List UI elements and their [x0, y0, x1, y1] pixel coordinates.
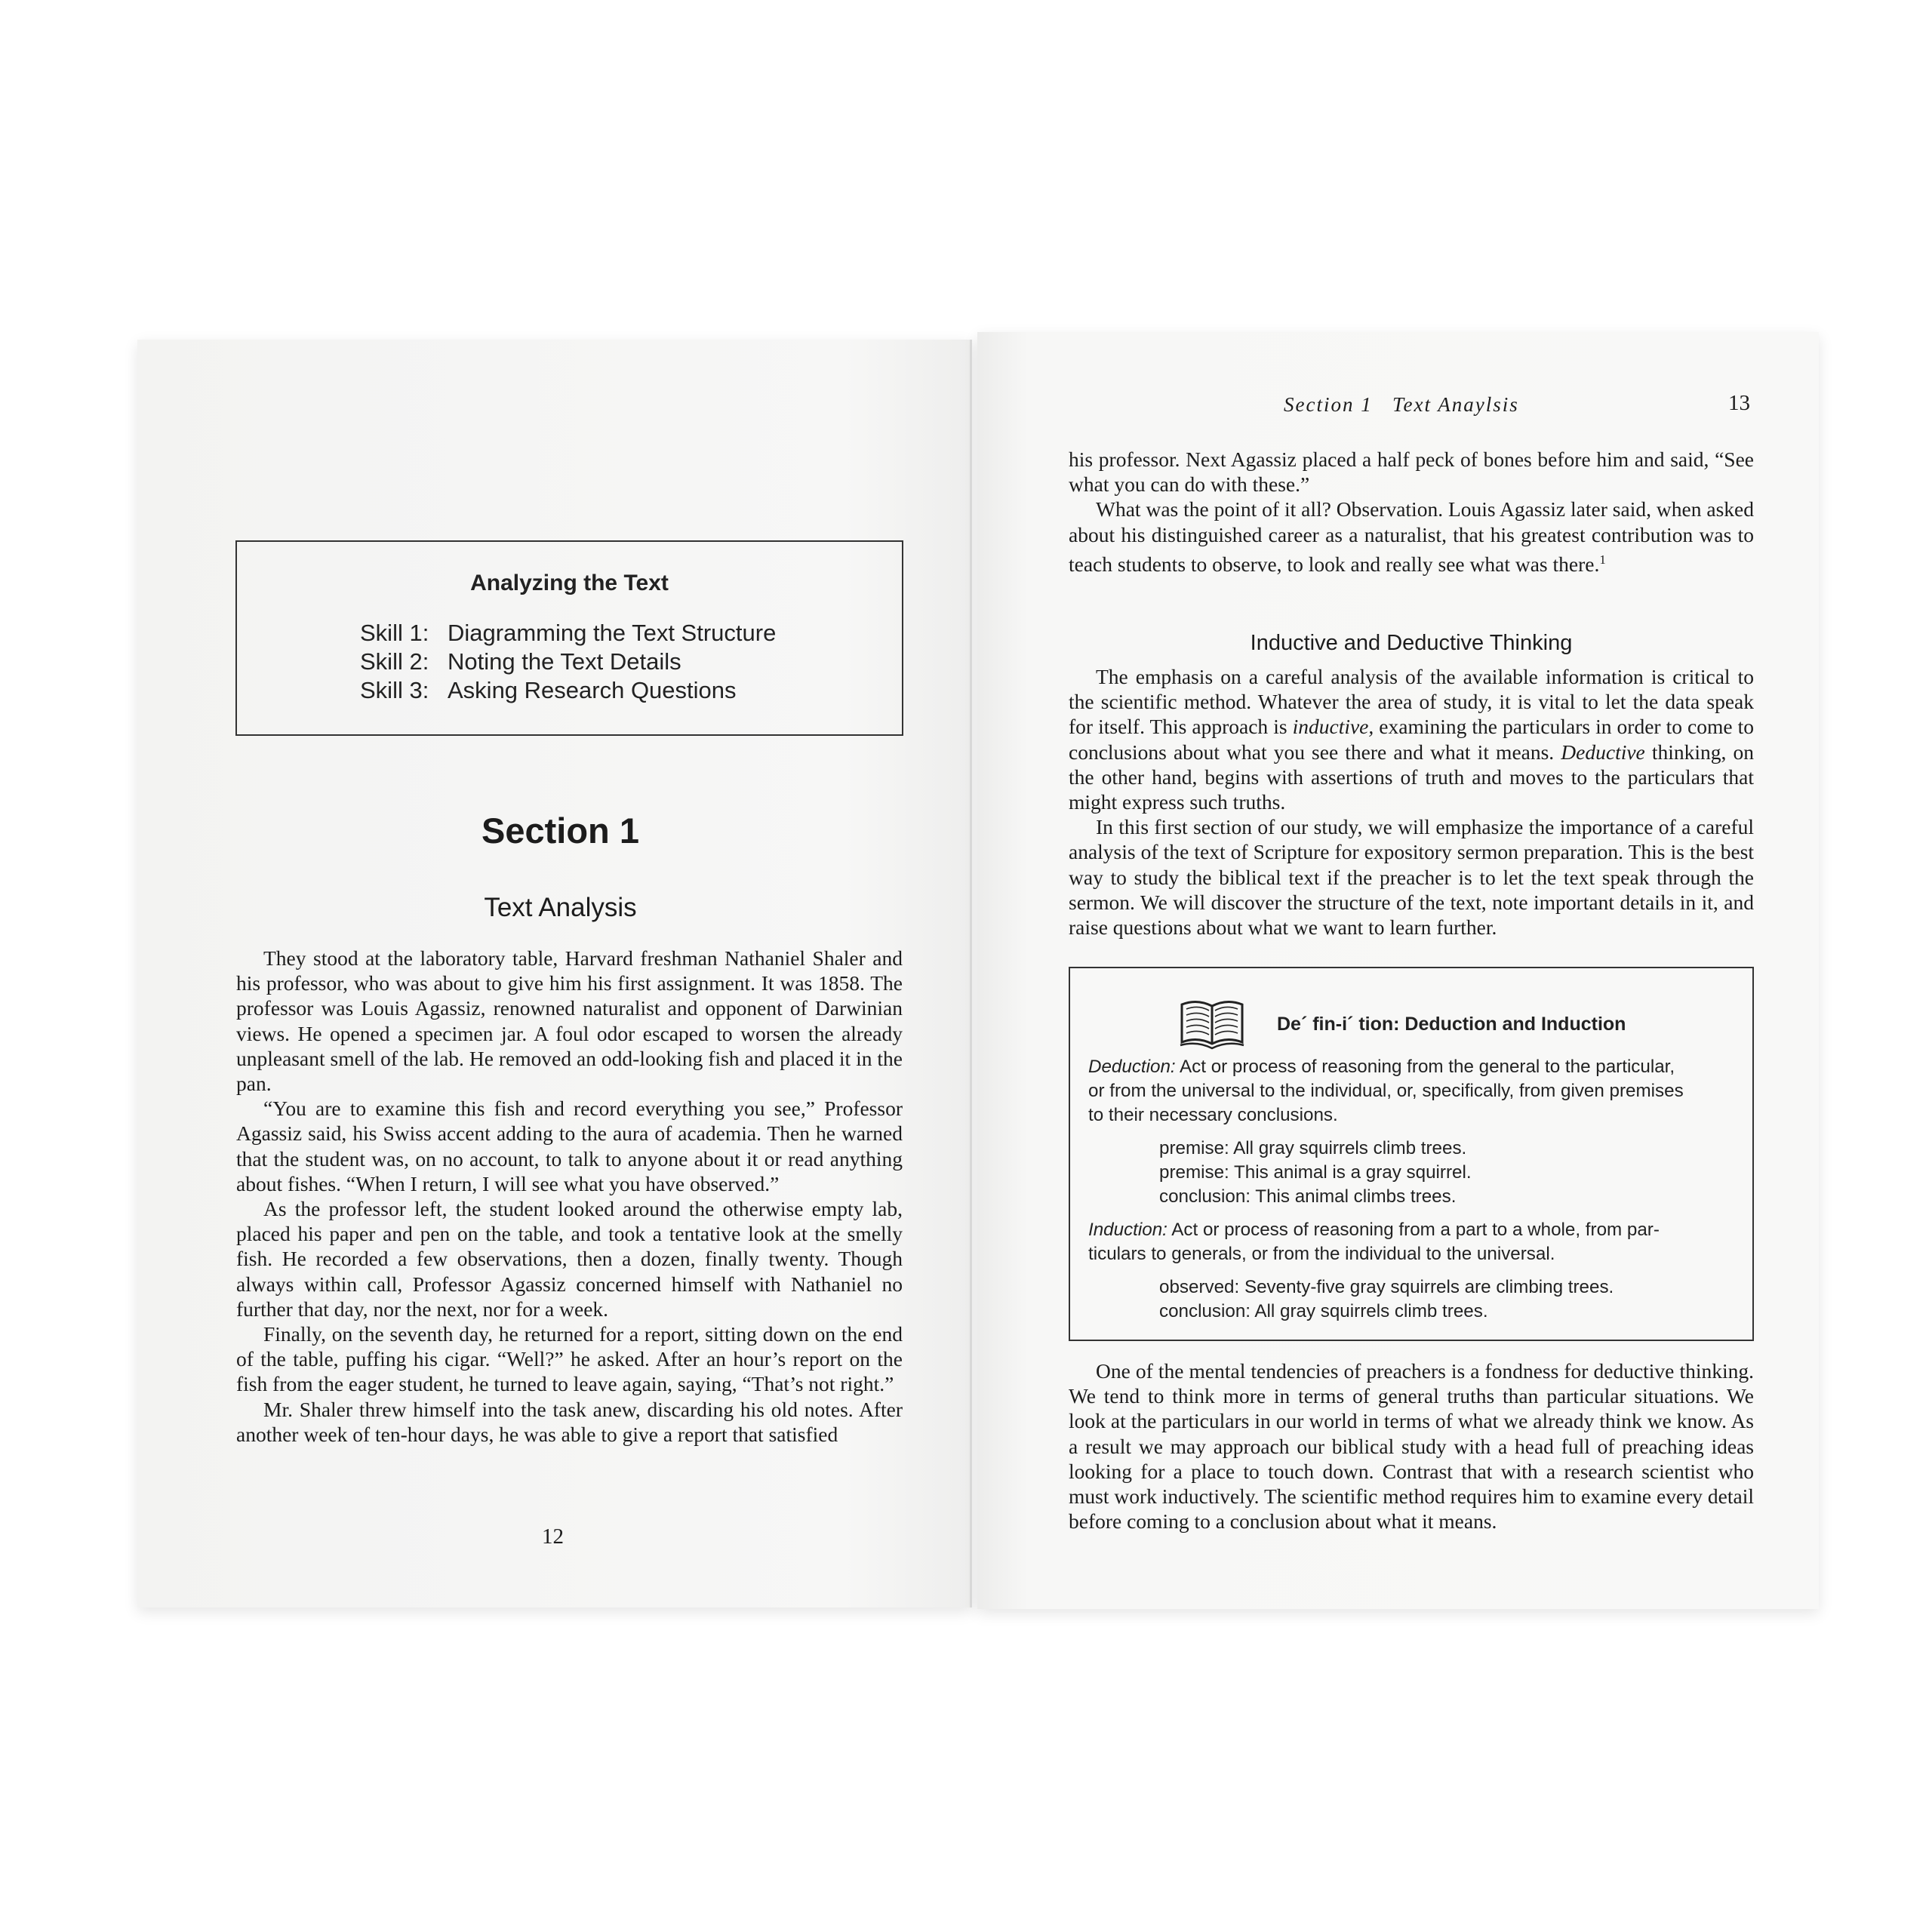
paragraph: Mr. Shaler threw himself into the task anew, discarding his old notes. After another week of ten-hour days, he was able to give a report that satisfied	[236, 1397, 903, 1446]
footnote-ref: 1	[1599, 552, 1606, 567]
text-run: The emphasis on a careful analysis of the available information is critical to the scientific method. Whatever the area of study, it is vital to let the data speak for itself. This approach is	[1069, 665, 1754, 739]
left-body-text	[236, 946, 903, 1447]
definition-box	[1069, 967, 1754, 1341]
skills-box-title: Analyzing the Text	[470, 571, 669, 595]
paragraph	[1069, 664, 1754, 814]
paragraph	[1069, 497, 1754, 577]
skills-box	[235, 540, 903, 736]
definition-text: Act or process of reasoning from the general to the particular,	[1175, 1057, 1675, 1077]
skill-number: Skill 3:	[360, 677, 429, 703]
definition-text: or from the universal to the individual, or, specifically, from given premises	[1088, 1081, 1684, 1101]
paragraph: One of the mental tendencies of preachers is a fondness for deductive thinking. We tend to think more in terms of general truths than particular situations. We look at the particulars in our world in terms of what we already think we know. As a result we may approach our biblical study with a head full of preaching ideas looking for a place to touch down. Contrast that with a research scientist who must work inductively. The scientific method requires him to examine every detail before coming to a conclusion about what it means.	[1069, 1359, 1755, 1534]
paragraph: Finally, on the seventh day, he returned for a report, sitting down on the end of the table, puffing his cigar. “Well?” he asked. After an hour’s report on the fish from the eager student, he turned to leave again, saying, “That’s not right.”	[236, 1322, 903, 1396]
example-line: observed: Seventy-five gray squirrels are climbing trees.	[1159, 1277, 1614, 1297]
example-line: conclusion: This animal climbs trees.	[1159, 1186, 1457, 1207]
paragraph: his professor. Next Agassiz placed a half peck of bones before him and said, “See what you can do with these.”	[1069, 448, 1754, 497]
closing-text	[1069, 1358, 1754, 1534]
paragraph: As the professor left, the student looked around the otherwise empty lab, placed his paper and pen on the table, and took a tentative look at the smelly fish. He recorded a few observations, then a dozen, finally twenty. Though always within call, Professor Agassiz concerned himself with Nathaniel no further that day, nor the next, nor for a week.	[236, 1197, 903, 1321]
skill-label: Asking Research Questions	[448, 677, 737, 703]
example-line: conclusion: All gray squirrels climb trees.	[1159, 1301, 1488, 1321]
emphasis: inductive,	[1292, 715, 1374, 739]
open-book-icon	[1179, 998, 1245, 1054]
example-line: premise: All gray squirrels climb trees.	[1159, 1138, 1467, 1158]
definition-text: ticulars to generals, or from the individual to the universal.	[1088, 1244, 1555, 1264]
skill-item	[360, 648, 681, 675]
subheading: Inductive and Deductive Thinking	[1250, 631, 1573, 655]
page-number-left: 12	[542, 1524, 564, 1549]
text-run: examining the particulars in order to come to conclusions about what you see there and what it means.	[1069, 715, 1754, 764]
skill-number: Skill 2:	[360, 648, 429, 675]
paragraph: They stood at the laboratory table, Harvard freshman Nathaniel Shaler and his professor, who was about to give him his first assignment. It was 1858. The professor was Louis Agassiz, renowned naturalist and opponent of Darwinian views. He opened a specimen jar. A foul odor escaped to worsen the already unpleasant smell of the lab. He removed an odd-looking fish and placed it in the pan.	[236, 946, 903, 1096]
paragraph: “You are to examine this fish and record everything you see,” Professor Agassiz said, his Swiss accent adding to the aura of academia. Then he warned that the student was, on no account, to talk to anyone about it or read anything about fishes. “When I return, I will see what you have observed.”	[236, 1097, 903, 1195]
definition-text: to their necessary conclusions.	[1088, 1105, 1338, 1125]
emphasis: Deductive	[1561, 740, 1645, 764]
deduction-term: Deduction:	[1088, 1057, 1176, 1077]
right-intro-text	[1069, 447, 1754, 577]
text-run: thinking, on the other hand, begins with assertions of truth and moves to the particulars that might express such truths.	[1069, 740, 1755, 814]
skill-item	[360, 677, 737, 704]
skill-label: Diagramming the Text Structure	[448, 620, 777, 646]
induction-term: Induction:	[1088, 1220, 1168, 1240]
skill-number: Skill 1:	[360, 620, 429, 646]
section-heading: Section 1	[481, 811, 639, 851]
paragraph: In this first section of our study, we will emphasize the importance of a careful analysis of the text of Scripture for expository sermon preparation. This is the best way to study the biblical text if the preacher is to let the text speak through the sermon. We will discover the structure of the text, note important details in it, and raise questions about what we want to learn further.	[1069, 815, 1754, 940]
example-line: premise: This animal is a gray squirrel.	[1159, 1162, 1472, 1183]
skill-label: Noting the Text Details	[448, 648, 681, 675]
running-head: Section 1 Text Anaylsis	[1284, 393, 1519, 416]
paragraph-text: What was the point of it all? Observation. Louis Agassiz later said, when asked about his distinguished career as a naturalist, that his greatest contribution was to teach students to observe, to look and really see what was there.	[1069, 497, 1754, 576]
right-body-text	[1069, 664, 1754, 940]
skill-item	[360, 620, 776, 647]
section-subtitle: Text Analysis	[484, 893, 637, 922]
deduction-definition	[1088, 1055, 1675, 1079]
definition-text: Act or process of reasoning from a part to a whole, from par-	[1167, 1220, 1660, 1240]
induction-definition	[1088, 1218, 1660, 1242]
definition-title: De´ fin-i´ tion: Deduction and Induction	[1277, 1014, 1626, 1035]
page-number-right: 13	[1728, 391, 1750, 415]
